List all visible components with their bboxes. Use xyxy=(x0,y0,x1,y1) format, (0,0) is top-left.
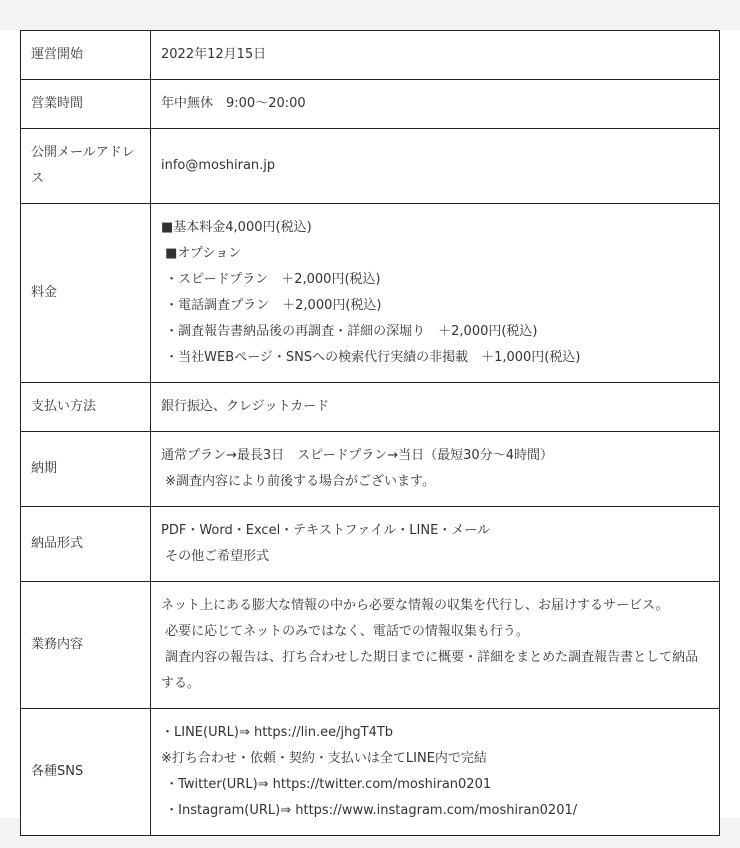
row-value xyxy=(151,507,720,582)
sns-note: ※打ち合わせ・依頼・契約・支払いは全てLINE内で完結 xyxy=(161,751,487,766)
value-line: 年中無休 9:00〜20:00 xyxy=(161,96,306,111)
email-link[interactable]: info@moshiran.jp xyxy=(161,158,276,173)
row-label: 料金 xyxy=(21,204,151,383)
table-row-delivery-time xyxy=(21,432,720,507)
row-value xyxy=(151,582,720,709)
row-value xyxy=(151,80,720,129)
row-value xyxy=(151,709,720,836)
value-line: 銀行振込、クレジットカード xyxy=(161,399,330,414)
table-row-email xyxy=(21,129,720,204)
row-value xyxy=(151,129,720,204)
row-value xyxy=(151,204,720,383)
row-value xyxy=(151,432,720,507)
line-url-link[interactable]: ・LINE(URL)⇒ https://lin.ee/jhgT4Tb xyxy=(161,725,394,740)
pricing-line: ■基本料金4,000円(税込) xyxy=(161,220,312,235)
table-row-business-content xyxy=(21,582,720,709)
value-line: 調査内容の報告は、打ち合わせした期日までに概要・詳細をまとめた調査報告書として納品する。 xyxy=(161,650,699,691)
table-row-payment xyxy=(21,383,720,432)
value-line: ※調査内容により前後する場合がございます。 xyxy=(161,474,435,489)
table-row-pricing xyxy=(21,204,720,383)
twitter-url-link[interactable]: ・Twitter(URL)⇒ https://twitter.com/moshiran0201 xyxy=(161,777,492,792)
row-label: 業務内容 xyxy=(21,582,151,709)
pricing-line: ・スピードプラン ＋2,000円(税込) xyxy=(161,272,381,287)
pricing-line: ・電話調査プラン ＋2,000円(税込) xyxy=(161,298,382,313)
row-value xyxy=(151,383,720,432)
value-line: PDF・Word・Excel・テキストファイル・LINE・メール xyxy=(161,523,491,538)
table-row-delivery-format xyxy=(21,507,720,582)
row-label: 各種SNS xyxy=(21,709,151,836)
table-row-sns xyxy=(21,709,720,836)
pricing-line: ・当社WEBページ・SNSへの検索代行実績の非掲載 ＋1,000円(税込) xyxy=(161,350,581,365)
value-line: 2022年12月15日 xyxy=(161,47,267,62)
instagram-url-link[interactable]: ・Instagram(URL)⇒ https://www.instagram.com/moshiran0201/ xyxy=(161,803,578,818)
row-value xyxy=(151,31,720,80)
row-label: 支払い方法 xyxy=(21,383,151,432)
table-row-launch-date xyxy=(21,31,720,80)
value-line: 通常プラン→最長3日 スピードプラン→当日（最短30分〜4時間） xyxy=(161,448,553,463)
row-label: 営業時間 xyxy=(21,80,151,129)
row-label: 公開メールアドレス xyxy=(21,129,151,204)
row-label: 運営開始 xyxy=(21,31,151,80)
company-info-table xyxy=(20,30,720,836)
table-row-business-hours xyxy=(21,80,720,129)
value-line: 必要に応じてネットのみではなく、電話での情報収集も行う。 xyxy=(161,624,529,639)
pricing-line: ■オプション xyxy=(161,246,242,261)
value-line: その他ご希望形式 xyxy=(161,549,270,564)
value-line: ネット上にある膨大な情報の中から必要な情報の収集を代行し、お届けするサービス。 xyxy=(161,598,669,613)
row-label: 納期 xyxy=(21,432,151,507)
row-label: 納品形式 xyxy=(21,507,151,582)
pricing-line: ・調査報告書納品後の再調査・詳細の深堀り ＋2,000円(税込) xyxy=(161,324,538,339)
